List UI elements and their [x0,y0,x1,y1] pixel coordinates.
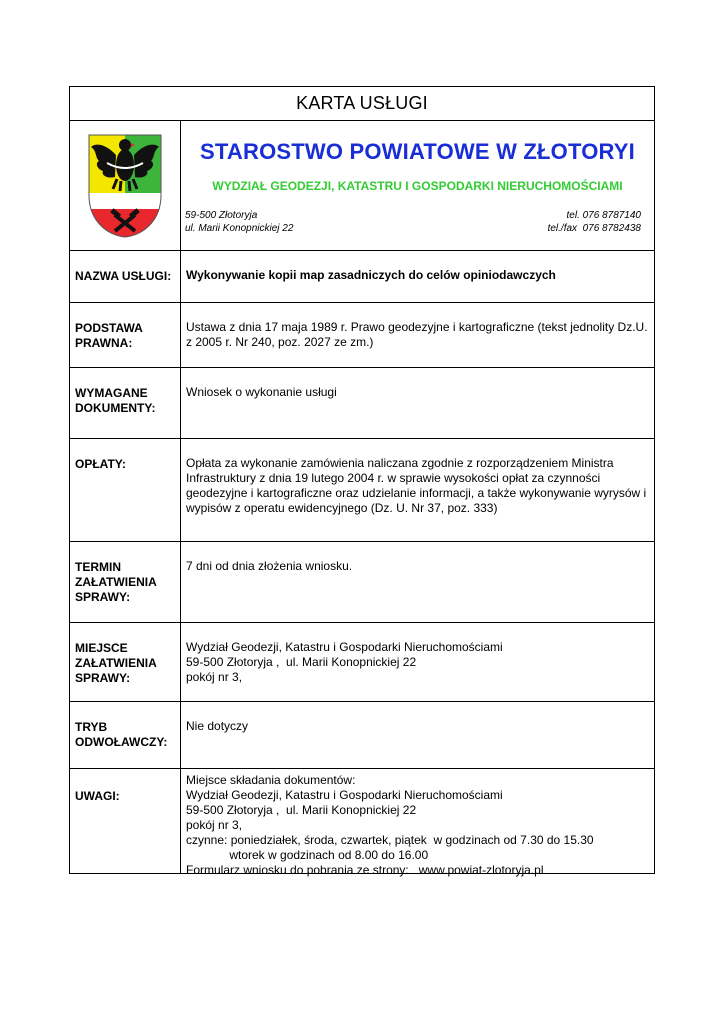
coat-of-arms [70,121,181,250]
title-row [70,87,654,121]
row-fees [70,439,654,542]
row-value: Nie dotyczy [186,719,249,733]
row-required-documents [70,368,654,439]
row-label: TERMIN ZAŁATWIENIA SPRAWY: [70,542,181,622]
row-value: Opłata za wykonanie zamówienia naliczana zgodnie z rozporządzeniem Ministra Infrastruktury z dnia 19 lutego 2004 r. w sprawie wysokości opłat za czynności geodezyjne i kartograficzne oraz udzielanie informacji, a także wykonywanie wyrysów i wypisów z operatu ewidencyjnego (Dz. U. Nr 37, poz. 333) [186,456,647,515]
row-value: Ustawa z dnia 17 maja 1989 r. Prawo geodezyjne i kartograficzne (tekst jednolity Dz.U. z 2005 r. Nr 240, poz. 2027 ze zm.) [186,320,648,349]
row-label: PODSTAWA PRAWNA: [70,303,181,367]
row-label: OPŁATY: [70,439,181,541]
row-value: Wniosek o wykonanie usługi [186,385,337,399]
row-appeal [70,702,654,769]
shield-icon [87,133,163,239]
row-legal-basis [70,303,654,368]
row-label: TRYB ODWOŁAWCZY: [70,702,181,768]
row-label: WYMAGANE DOKUMENTY: [70,368,181,438]
card-title: KARTA USŁUGI [296,93,428,113]
header-row [70,121,654,251]
row-value: Wydział Geodezji, Katastru i Gospodarki Nieruchomościami 59-500 Złotoryja , ul. Marii Konopnickiej 22 pokój nr 3, [186,640,503,684]
row-value: Miejsce składania dokumentów: Wydział Geodezji, Katastru i Gospodarki Nieruchomościami 59-500 Złotoryja , ul. Marii Konopnickiej 22 pokój nr 3, czynne: poniedziałek, środa, czwartek, piątek w godzinach od 7.30 do 15.30 wtorek w godzinach od 8.00 do 16.00 Formularz wniosku do pobrania ze strony: www.powiat-zlotoryja.pl [186,773,594,877]
row-deadline [70,542,654,623]
row-label: UWAGI: [70,769,181,873]
row-service-name [70,251,654,303]
address-line-2: ul. Marii Konopnickiej 22 [185,223,294,234]
row-value: Wykonywanie kopii map zasadniczych do celów opiniodawczych [186,268,556,282]
row-label: MIEJSCE ZAŁATWIENIA SPRAWY: [70,623,181,701]
row-notes [70,769,654,877]
address-line-1: 59-500 Złotoryja [185,210,258,221]
fax: tel./fax 076 8782438 [547,223,641,234]
row-label: NAZWA USŁUGI: [70,251,181,302]
phone: tel. 076 8787140 [566,210,641,221]
org-name: STAROSTWO POWIATOWE W ZŁOTORYI [200,139,635,164]
row-location [70,623,654,702]
office-info [181,121,654,250]
service-card [69,86,655,877]
contact [548,209,641,235]
department-name: WYDZIAŁ GEODEZJI, KATASTRU I GOSPODARKI NIERUCHOMOŚCIAMI [212,179,623,193]
address [185,209,293,235]
row-value: 7 dni od dnia złożenia wniosku. [186,559,353,573]
